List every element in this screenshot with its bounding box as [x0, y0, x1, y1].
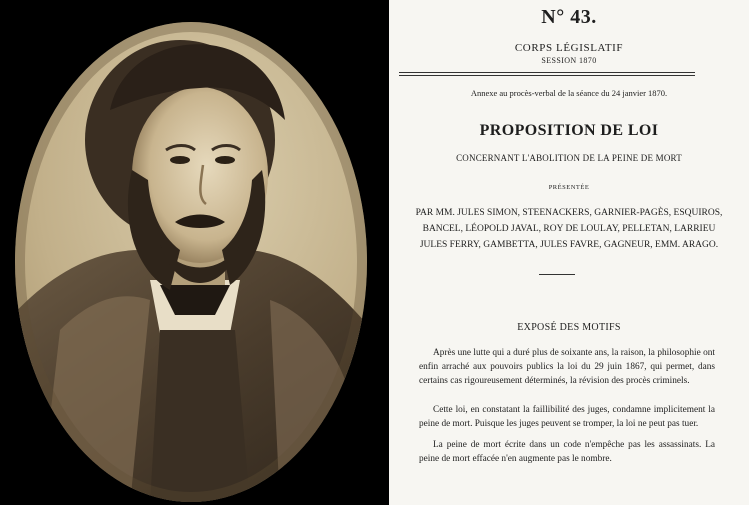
authors-line: PAR MM. JULES SIMON, STEENACKERS, GARNIER-PAGÈS, ESQUIROS,: [415, 208, 723, 218]
chamber-name: CORPS LÉGISLATIF: [514, 42, 624, 54]
document-page: [389, 0, 749, 505]
document-subtitle: CONCERNANT L'ABOLITION DE LA PEINE DE MORT: [456, 153, 682, 163]
authors-line: JULES FERRY, GAMBETTA, JULES FAVRE, GAGNEUR, EMM. ARAGO.: [419, 240, 719, 250]
section-divider: [539, 274, 575, 275]
header-rule-double: [399, 75, 695, 76]
presentee-label: PRÉSENTÉE: [548, 184, 590, 191]
session-year: SESSION 1870: [541, 56, 597, 65]
authors-block: [389, 205, 749, 253]
document-number: N° 43.: [541, 6, 597, 28]
body-paragraph: Cette loi, en constatant la faillibilité des juges, condamne implicitement la peine de mort. Puisque les juges peuvent se tromper, la loi ne peut pas tuer.: [419, 405, 715, 430]
body-paragraph: La peine de mort écrite dans un code n'empêche pas les assassinats. La peine de mort effacée n'en augmente pas le nombre.: [419, 440, 715, 465]
document-title: PROPOSITION DE LOI: [479, 122, 659, 139]
authors-line: BANCEL, LÉOPOLD JAVAL, ROY DE LOULAY, PELLETAN, LARRIEU: [422, 224, 716, 234]
body-paragraph: Après une lutte qui a duré plus de soixante ans, la raison, la philosophie ont enfin arraché aux pouvoirs publics la loi du 29 juin 1867, qui permet, dans certains cas rigoureusement déterminés, la révision des procès criminels.: [419, 348, 715, 387]
annexe-line: Annexe au procès-verbal de la séance du 24 janvier 1870.: [470, 88, 668, 98]
header-rule: [399, 72, 695, 73]
section-heading: EXPOSÉ DES MOTIFS: [517, 322, 621, 333]
